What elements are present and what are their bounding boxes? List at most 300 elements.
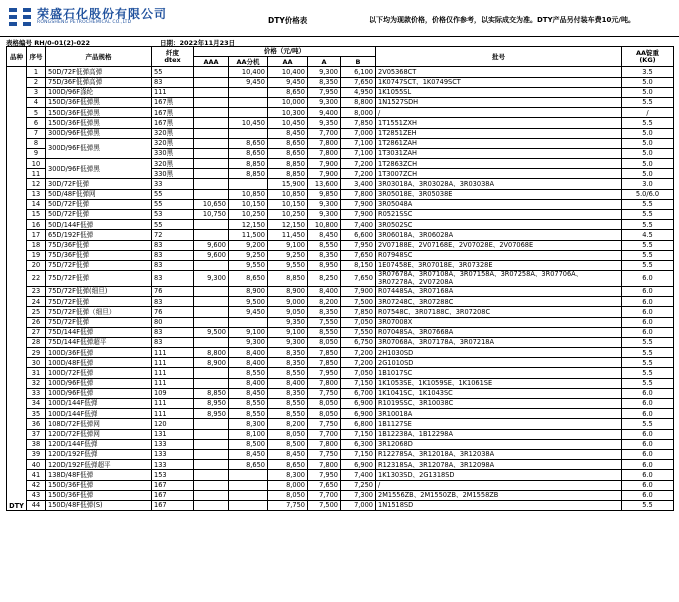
dtex-value: 320黑: [152, 128, 194, 138]
spindle-weight: 5.5: [622, 419, 674, 429]
product-spec: 75D/144F低弹超平: [46, 337, 152, 347]
batch-number: 3R03018A、3R03028A、3R03038A: [376, 179, 622, 189]
price-b: 7,900: [341, 286, 376, 296]
spindle-weight: 5.0: [622, 169, 674, 179]
price-aa-split: 8,300: [229, 419, 268, 429]
company-logo-icon: [8, 6, 32, 28]
price-aaa: [194, 500, 229, 510]
table-row: [7, 230, 674, 240]
product-spec: 100D/96F低弹: [46, 378, 152, 388]
row-number: 35: [27, 409, 46, 419]
price-a: 7,700: [308, 429, 341, 439]
price-aa-split: 8,850: [229, 169, 268, 179]
price-aa: 8,200: [268, 419, 308, 429]
price-b: 7,150: [341, 449, 376, 459]
price-aa: 8,450: [268, 128, 308, 138]
document-number: 表格编号 RH/0-01(2)-022: [6, 39, 91, 47]
spindle-weight: 6.0: [622, 327, 674, 337]
price-a: 9,400: [308, 108, 341, 118]
price-b: 8,150: [341, 260, 376, 270]
row-number: 36: [27, 419, 46, 429]
price-a: 9,300: [308, 199, 341, 209]
dtex-value: 111: [152, 378, 194, 388]
spindle-weight: 5.5: [622, 97, 674, 107]
price-aa-split: [229, 87, 268, 97]
table-row: [7, 307, 674, 317]
price-aa: 9,100: [268, 327, 308, 337]
row-number: 44: [27, 500, 46, 510]
price-aa: 10,850: [268, 189, 308, 199]
price-aaa: 9,600: [194, 240, 229, 250]
product-spec: 75D/36F低弹高弹: [46, 77, 152, 87]
row-number: 41: [27, 470, 46, 480]
table-row: [7, 409, 674, 419]
price-a: 7,800: [308, 378, 341, 388]
product-spec: 120D/192F低弹超平: [46, 460, 152, 470]
price-a: 8,050: [308, 337, 341, 347]
spindle-weight: 6.0: [622, 317, 674, 327]
batch-number: 1T2861ZAH: [376, 138, 622, 148]
header-dtex: 纤度 dtex: [152, 47, 194, 67]
header-b: B: [341, 57, 376, 67]
table-row: [7, 460, 674, 470]
batch-number: 1B12238A、1B12298A: [376, 429, 622, 439]
table-row: [7, 439, 674, 449]
price-aa-split: 8,650: [229, 271, 268, 287]
row-number: 19: [27, 250, 46, 260]
batch-number: R1019SSC、3R10038C: [376, 399, 622, 409]
price-aa-split: 8,650: [229, 138, 268, 148]
batch-number: 1N1527SDH: [376, 97, 622, 107]
price-aa-split: 10,150: [229, 199, 268, 209]
price-aaa: [194, 439, 229, 449]
price-a: 7,550: [308, 317, 341, 327]
batch-number: 2M1556ZB、2M1550ZB、2M1558ZB: [376, 490, 622, 500]
price-aa-split: 10,850: [229, 189, 268, 199]
price-aa: 10,250: [268, 210, 308, 220]
price-aa: 8,850: [268, 169, 308, 179]
row-number: 10: [27, 159, 46, 169]
price-aa: 8,400: [268, 378, 308, 388]
price-aaa: [194, 97, 229, 107]
table-row: [7, 87, 674, 97]
dtex-value: 167: [152, 480, 194, 490]
price-aa-split: [229, 500, 268, 510]
price-aa: 15,900: [268, 179, 308, 189]
price-b: 7,650: [341, 77, 376, 87]
price-aa: 8,450: [268, 449, 308, 459]
price-aaa: 10,750: [194, 210, 229, 220]
price-aa: 10,300: [268, 108, 308, 118]
batch-number: 2G1010SD: [376, 358, 622, 368]
row-number: 34: [27, 399, 46, 409]
dtex-value: 72: [152, 230, 194, 240]
table-row: [7, 179, 674, 189]
product-spec: 120D/72F低弹网: [46, 429, 152, 439]
price-a: 10,800: [308, 220, 341, 230]
row-number: 31: [27, 368, 46, 378]
product-spec: 75D/72F低弹: [46, 317, 152, 327]
product-spec: 50D/72F低弹: [46, 210, 152, 220]
price-aa-split: 12,150: [229, 220, 268, 230]
product-spec: 50D/72F低弹: [46, 199, 152, 209]
price-aaa: [194, 470, 229, 480]
dtex-value: 83: [152, 260, 194, 270]
table-row: [7, 368, 674, 378]
price-aaa: [194, 179, 229, 189]
price-aaa: 8,850: [194, 388, 229, 398]
batch-number: 1K1055SL: [376, 87, 622, 97]
spindle-weight: 5.5: [622, 210, 674, 220]
batch-number: R12278SA、3R12018A、3R12038A: [376, 449, 622, 459]
price-aa: 9,000: [268, 297, 308, 307]
dtex-value: 55: [152, 189, 194, 199]
product-type-cell: DTY: [7, 67, 27, 511]
dtex-value: 83: [152, 327, 194, 337]
table-row: [7, 67, 674, 77]
product-spec: 138D/48F低弹: [46, 470, 152, 480]
price-aa: 8,500: [268, 439, 308, 449]
price-aa-split: [229, 490, 268, 500]
spindle-weight: 5.5: [622, 358, 674, 368]
dtex-value: 167: [152, 500, 194, 510]
dtex-value: 111: [152, 87, 194, 97]
price-aa: 8,650: [268, 460, 308, 470]
price-a: 7,700: [308, 128, 341, 138]
row-number: 23: [27, 286, 46, 296]
row-number: 32: [27, 378, 46, 388]
batch-number: 1B1127SE: [376, 419, 622, 429]
price-aa: 8,850: [268, 159, 308, 169]
spindle-weight: 6.0: [622, 439, 674, 449]
dtex-value: 167黑: [152, 97, 194, 107]
price-aa: 8,650: [268, 87, 308, 97]
table-row: [7, 118, 674, 128]
batch-number: 3R0502SC: [376, 220, 622, 230]
price-b: 7,900: [341, 210, 376, 220]
price-aaa: 9,600: [194, 250, 229, 260]
dtex-value: 120: [152, 419, 194, 429]
batch-number: R07548C、3R07188C、3R07208C: [376, 307, 622, 317]
product-spec: 75D/72F低弹: [46, 260, 152, 270]
table-row: [7, 271, 674, 287]
row-number: 6: [27, 118, 46, 128]
price-aa: 9,050: [268, 307, 308, 317]
spindle-weight: 5.0: [622, 138, 674, 148]
row-number: 1: [27, 67, 46, 77]
price-b: 6,100: [341, 67, 376, 77]
table-row: [7, 250, 674, 260]
price-b: 7,150: [341, 429, 376, 439]
spindle-weight: 6.0: [622, 429, 674, 439]
price-aa-split: 9,100: [229, 327, 268, 337]
dtex-value: 111: [152, 358, 194, 368]
price-aa-split: [229, 317, 268, 327]
row-number: 43: [27, 490, 46, 500]
table-row: [7, 449, 674, 459]
product-spec: 50D/144F低弹: [46, 220, 152, 230]
table-row: [7, 108, 674, 118]
document-info-bar: [0, 36, 679, 46]
batch-number: 3R07068A、3R07178A、3R07218A: [376, 337, 622, 347]
table-row: [7, 327, 674, 337]
price-a: 7,950: [308, 87, 341, 97]
price-aaa: [194, 317, 229, 327]
price-aaa: [194, 77, 229, 87]
price-a: 7,500: [308, 500, 341, 510]
product-spec: 100D/72F低弹: [46, 368, 152, 378]
price-aa-split: [229, 480, 268, 490]
row-number: 25: [27, 307, 46, 317]
price-b: 7,200: [341, 348, 376, 358]
price-a: 8,050: [308, 399, 341, 409]
dtex-value: 133: [152, 439, 194, 449]
batch-number: 1K1303SD、2G1318SD: [376, 470, 622, 480]
dtex-value: 131: [152, 429, 194, 439]
row-number: 40: [27, 460, 46, 470]
price-aa-split: 10,450: [229, 118, 268, 128]
row-number: 42: [27, 480, 46, 490]
dtex-value: 80: [152, 317, 194, 327]
table-row: [7, 199, 674, 209]
price-b: 7,200: [341, 358, 376, 368]
spindle-weight: 6.0: [622, 460, 674, 470]
table-row: [7, 348, 674, 358]
price-b: 7,000: [341, 500, 376, 510]
batch-number: 1T3031ZAH: [376, 148, 622, 158]
dtex-value: 83: [152, 240, 194, 250]
price-aa: 8,050: [268, 429, 308, 439]
product-spec: 75D/144F低弹: [46, 327, 152, 337]
price-aaa: [194, 148, 229, 158]
table-row: [7, 260, 674, 270]
price-b: 7,550: [341, 327, 376, 337]
table-row: [7, 419, 674, 429]
price-aaa: 9,300: [194, 271, 229, 287]
dtex-value: 133: [152, 449, 194, 459]
price-aa: 8,550: [268, 399, 308, 409]
row-number: 29: [27, 348, 46, 358]
product-spec: 100D/144F低弹: [46, 409, 152, 419]
price-aa: 8,850: [268, 271, 308, 287]
dtex-value: 76: [152, 286, 194, 296]
price-aa: 9,550: [268, 260, 308, 270]
table-row: [7, 286, 674, 296]
spindle-weight: 5.0: [622, 159, 674, 169]
price-aaa: [194, 128, 229, 138]
price-aa: 9,350: [268, 317, 308, 327]
price-b: 6,300: [341, 439, 376, 449]
company-name-en: RONGSHENG PETROCHEMICAL CO.,LTD: [37, 20, 132, 25]
document-date: 日期：2022年11月23日: [160, 39, 236, 47]
spindle-weight: 5.5: [622, 260, 674, 270]
spindle-weight: 6.0: [622, 399, 674, 409]
batch-number: 3R05018E、3R05038E: [376, 189, 622, 199]
price-a: 8,550: [308, 327, 341, 337]
price-b: 7,050: [341, 317, 376, 327]
price-a: 8,350: [308, 77, 341, 87]
spindle-weight: 5.5: [622, 378, 674, 388]
price-aaa: [194, 449, 229, 459]
table-row: [7, 317, 674, 327]
table-row: [7, 297, 674, 307]
price-aa-split: [229, 179, 268, 189]
dtex-value: 111: [152, 348, 194, 358]
table-row: [7, 480, 674, 490]
spindle-weight: 6.0: [622, 470, 674, 480]
product-spec: 100D/144F低弹: [46, 399, 152, 409]
dtex-value: 55: [152, 199, 194, 209]
row-number: 7: [27, 128, 46, 138]
table-row: [7, 77, 674, 87]
price-b: 7,800: [341, 189, 376, 199]
row-number: 17: [27, 230, 46, 240]
price-a: 9,300: [308, 210, 341, 220]
price-a: 7,900: [308, 159, 341, 169]
row-number: 28: [27, 337, 46, 347]
price-aa-split: 9,450: [229, 77, 268, 87]
price-aa: 8,350: [268, 348, 308, 358]
price-aa-split: 8,550: [229, 368, 268, 378]
price-aa-split: 8,400: [229, 378, 268, 388]
price-table: [6, 46, 674, 511]
product-spec: 75D/72F低弹（细旦）: [46, 307, 152, 317]
price-aa: 8,650: [268, 148, 308, 158]
price-aa: 8,300: [268, 470, 308, 480]
batch-number: 2V07188E、2V07168E、2V07028E、2V07068E: [376, 240, 622, 250]
header-aa: AA: [268, 57, 308, 67]
table-row: [7, 470, 674, 480]
row-number: 18: [27, 240, 46, 250]
price-a: 7,750: [308, 388, 341, 398]
dtex-value: 111: [152, 399, 194, 409]
price-b: 6,900: [341, 409, 376, 419]
spindle-weight: 5.0: [622, 128, 674, 138]
batch-number: 1T2863ZCH: [376, 159, 622, 169]
spindle-weight: 6.0: [622, 307, 674, 317]
price-aa: 10,400: [268, 67, 308, 77]
price-aa-split: 8,550: [229, 409, 268, 419]
spindle-weight: 5.0: [622, 77, 674, 87]
spindle-weight: 6.0: [622, 449, 674, 459]
row-number: 20: [27, 260, 46, 270]
dtex-value: 330黑: [152, 148, 194, 158]
price-b: 7,900: [341, 199, 376, 209]
price-aaa: [194, 67, 229, 77]
batch-number: 1T1551ZXH: [376, 118, 622, 128]
header-pinzhong: 品种: [7, 47, 27, 67]
spindle-weight: 6.0: [622, 388, 674, 398]
price-aa-split: 8,400: [229, 348, 268, 358]
price-a: 8,200: [308, 297, 341, 307]
price-aa: 8,350: [268, 388, 308, 398]
price-aa-split: 8,450: [229, 449, 268, 459]
row-number: 14: [27, 199, 46, 209]
batch-number: 1K1053SE、1K1059SE、1K1061SE: [376, 378, 622, 388]
spindle-weight: 5.0: [622, 148, 674, 158]
price-aaa: [194, 138, 229, 148]
price-aa-split: 8,450: [229, 388, 268, 398]
price-aaa: [194, 307, 229, 317]
price-a: 8,400: [308, 286, 341, 296]
spindle-weight: 5.5: [622, 199, 674, 209]
table-row: [7, 358, 674, 368]
price-b: 7,850: [341, 307, 376, 317]
product-spec: 75D/36F低弹: [46, 250, 152, 260]
batch-number: 3R07248C、3R07288C: [376, 297, 622, 307]
dtex-value: 109: [152, 388, 194, 398]
spindle-weight: 5.5: [622, 348, 674, 358]
price-aa: 10,000: [268, 97, 308, 107]
product-spec: 30D/72F低弹: [46, 179, 152, 189]
row-number: 33: [27, 388, 46, 398]
product-spec: 75D/72F低弹: [46, 271, 152, 287]
batch-number: 3R06018A、3R06028A: [376, 230, 622, 240]
price-b: 7,650: [341, 250, 376, 260]
batch-number: 1T3007ZCH: [376, 169, 622, 179]
price-b: 8,800: [341, 97, 376, 107]
price-aa-split: [229, 128, 268, 138]
table-row: [7, 388, 674, 398]
price-b: 8,000: [341, 108, 376, 118]
header-xuhao: 序号: [27, 47, 46, 67]
table-row: [7, 97, 674, 107]
product-spec: 150D/36F低弹黑: [46, 108, 152, 118]
dtex-value: 111: [152, 368, 194, 378]
price-aaa: [194, 490, 229, 500]
price-b: 7,850: [341, 118, 376, 128]
spindle-weight: 4.5: [622, 230, 674, 240]
price-aaa: [194, 297, 229, 307]
table-row: [7, 220, 674, 230]
price-aa: 8,050: [268, 490, 308, 500]
price-b: 7,300: [341, 490, 376, 500]
batch-number: 2H1030SD: [376, 348, 622, 358]
price-b: 7,500: [341, 297, 376, 307]
batch-number: /: [376, 108, 622, 118]
price-aaa: [194, 460, 229, 470]
price-aa-split: [229, 470, 268, 480]
price-b: 7,000: [341, 128, 376, 138]
spindle-weight: 6.0: [622, 480, 674, 490]
product-spec: 100D/48F低弹: [46, 358, 152, 368]
price-b: 3,400: [341, 179, 376, 189]
price-a: 7,700: [308, 490, 341, 500]
spindle-weight: 5.5: [622, 240, 674, 250]
row-number: 4: [27, 97, 46, 107]
row-number: 9: [27, 148, 46, 158]
product-spec: 50D/48F低弹网: [46, 189, 152, 199]
row-number: 13: [27, 189, 46, 199]
price-b: 7,100: [341, 148, 376, 158]
batch-number: 1K0747SCT、1K0749SCT: [376, 77, 622, 87]
price-aaa: [194, 260, 229, 270]
price-b: 6,900: [341, 399, 376, 409]
price-a: 7,650: [308, 480, 341, 490]
table-row: [7, 337, 674, 347]
price-a: 9,350: [308, 118, 341, 128]
product-spec: 120D/144F低弹: [46, 439, 152, 449]
dtex-value: 320黑: [152, 138, 194, 148]
product-spec: 150D/36F低弹: [46, 490, 152, 500]
batch-number: 1K1041SC、1K1043SC: [376, 388, 622, 398]
price-a: 9,300: [308, 97, 341, 107]
batch-number: 1N1518SD: [376, 500, 622, 510]
product-spec: 100D/96F低弹: [46, 388, 152, 398]
table-row: [7, 128, 674, 138]
row-number: 3: [27, 87, 46, 97]
header-spec: 产品规格: [46, 47, 152, 67]
